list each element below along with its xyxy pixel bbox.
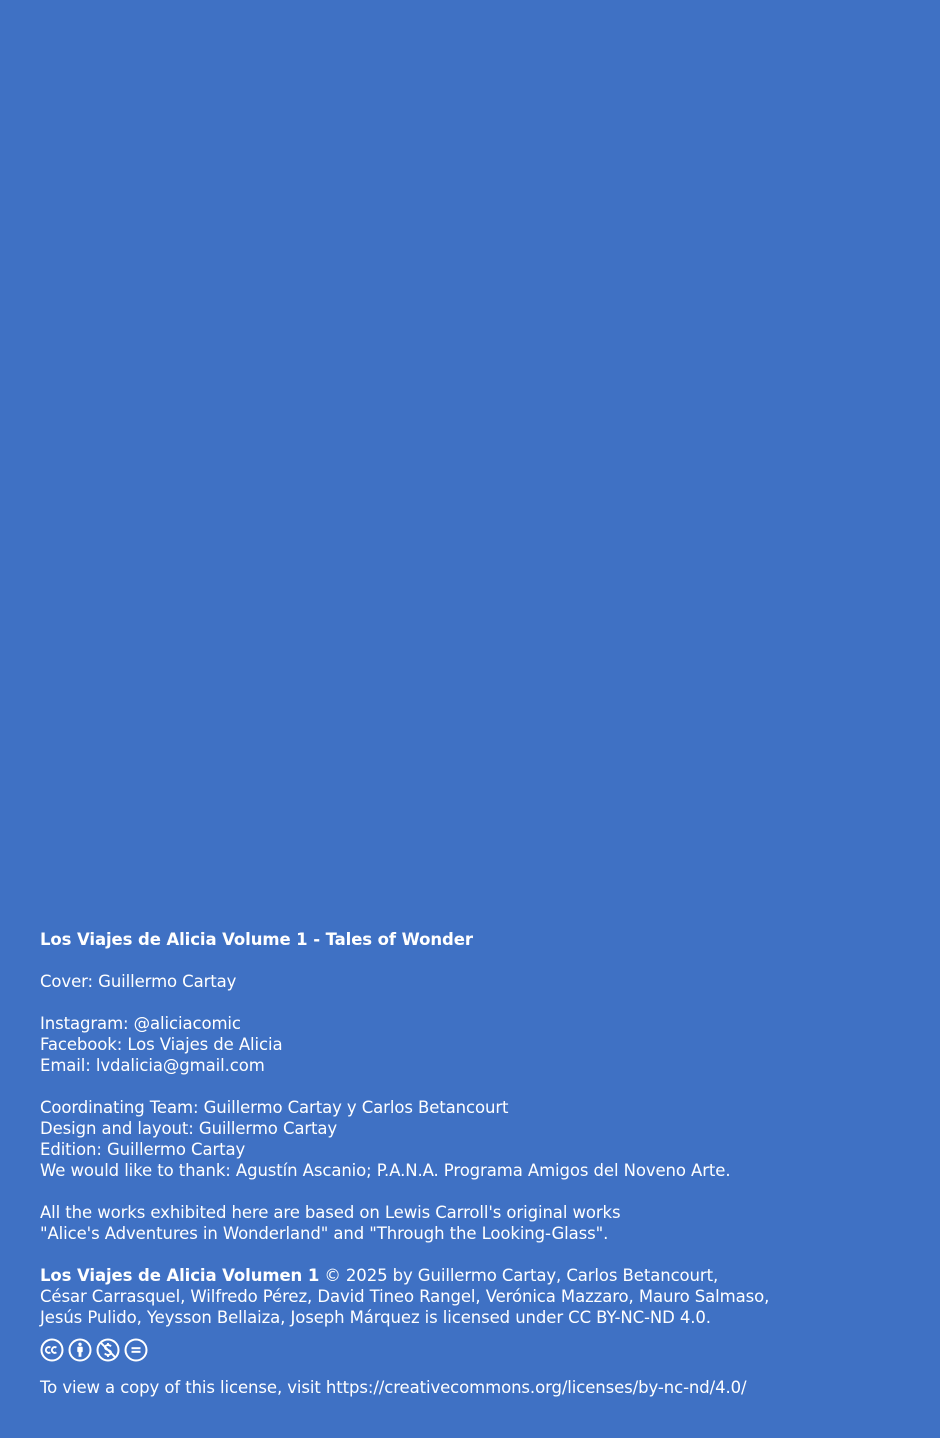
license-line-1	[40, 1265, 910, 1286]
based-on-line-1: All the works exhibited here are based on Lewis Carroll's original works	[40, 1203, 621, 1222]
instagram-contact: Instagram: @aliciacomic	[40, 1014, 241, 1033]
nc-icon	[96, 1338, 120, 1362]
license-line-2: César Carrasquel, Wilfredo Pérez, David Tineo Rangel, Verónica Mazzaro, Mauro Salmaso,	[40, 1287, 770, 1306]
acknowledgements: We would like to thank: Agustín Ascanio; P.A.N.A. Programa Amigos del Noveno Arte.	[40, 1161, 731, 1180]
cc-icon	[40, 1338, 64, 1362]
edition-credit: Edition: Guillermo Cartay	[40, 1140, 246, 1159]
license-copyright: © 2025 by Guillermo Cartay, Carlos Betancourt,	[319, 1266, 719, 1285]
book-title: Los Viajes de Alicia Volume 1 - Tales of Wonder	[40, 930, 473, 949]
by-icon	[68, 1338, 92, 1362]
license-work-title: Los Viajes de Alicia Volumen 1	[40, 1266, 320, 1285]
nd-icon	[124, 1338, 148, 1362]
cover-credit: Cover: Guillermo Cartay	[40, 972, 237, 991]
facebook-contact: Facebook: Los Viajes de Alicia	[40, 1035, 283, 1054]
colophon	[40, 929, 910, 1398]
design-layout-credit: Design and layout: Guillermo Cartay	[40, 1119, 338, 1138]
license-view-text: To view a copy of this license, visit https://creativecommons.org/licenses/by-nc-nd/4.0/	[40, 1378, 747, 1397]
coordinating-team-credit: Coordinating Team: Guillermo Cartay y Carlos Betancourt	[40, 1098, 509, 1117]
license-line-3: Jesús Pulido, Yeysson Bellaiza, Joseph Márquez is licensed under CC BY-NC-ND 4.0.	[40, 1308, 711, 1327]
based-on-line-2: "Alice's Adventures in Wonderland" and "Through the Looking-Glass".	[40, 1224, 609, 1243]
cc-license-icons	[40, 1338, 910, 1362]
email-contact: Email: lvdalicia@gmail.com	[40, 1056, 265, 1075]
